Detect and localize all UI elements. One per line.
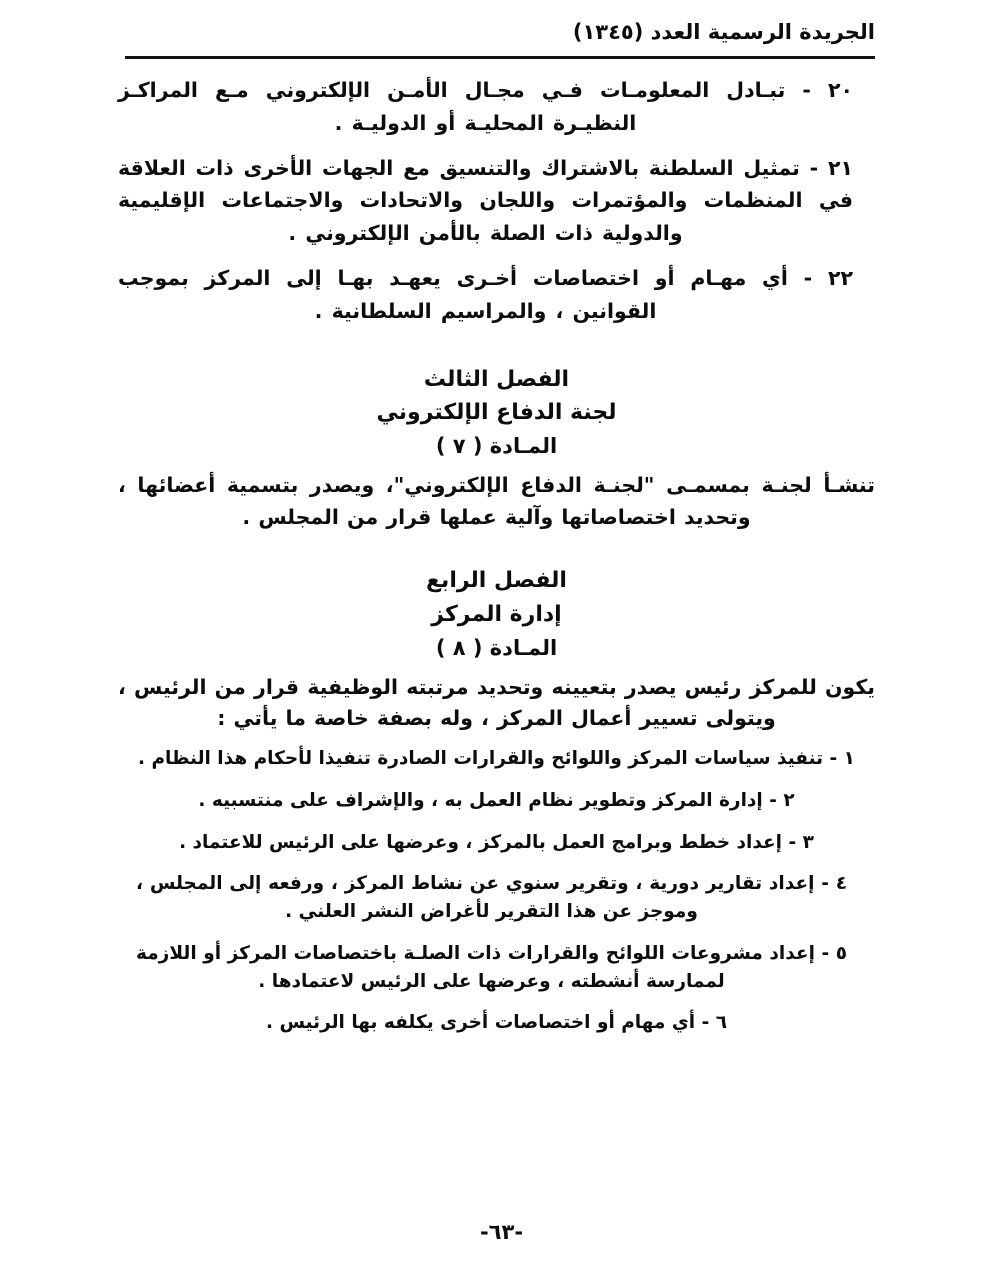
clause-item-22: ٢٢ - أي مهـام أو اختصاصات أخـرى يعهـد بهـا إلى المركز بموجب القوانين ، والمراسيم السلطانية . bbox=[118, 265, 853, 323]
article-seven-body: تنشـأ لجنـة بمسمـى "لجنـة الدفاع الإلكتروني"، ويصدر بتسمية أعضائها ، وتحديد اختصاصاتها وآلية عملها قرار من المجلس . bbox=[118, 472, 875, 529]
clause-item-20: ٢٠ - تبـادل المعلومـات فـي مجـال الأمـن الإلكتروني مـع المراكـز النظيـرة المحليـة أو الدوليـة . bbox=[118, 78, 853, 135]
page-number: -٦٣- bbox=[479, 1220, 524, 1244]
page-header bbox=[118, 22, 875, 62]
chapter-four-subject: إدارة المركز bbox=[431, 602, 562, 628]
spacer bbox=[118, 340, 875, 350]
article-eight-item-2: ٢ - إدارة المركز وتطوير نظام العمل به ، والإشراف على منتسبيه . bbox=[198, 789, 795, 811]
chapter-four-label: الفصل الرابع bbox=[426, 568, 567, 594]
document-body bbox=[118, 74, 875, 1051]
chapter-three-label: الفصل الثالث bbox=[423, 366, 570, 392]
chapter-three-subject: لجنة الدفاع الإلكتروني bbox=[376, 400, 617, 426]
spacer bbox=[118, 735, 875, 745]
header-divider bbox=[125, 56, 875, 59]
journal-header-title: الجريدة الرسمية العدد (١٣٤٥) bbox=[572, 20, 875, 44]
article-eight-item-1: ١ - تنفيذ سياسات المركز واللوائح والقرارات الصادرة تنفيذا لأحكام هذا النظام . bbox=[138, 748, 855, 770]
spacer bbox=[118, 533, 875, 551]
article-eight-item-4: ٤ - إعداد تقارير دورية ، وتقرير سنوي عن نشاط المركز ، ورفعه إلى المجلس ، وموجز عن هذا التقرير لأغراض النشر العلني . bbox=[136, 873, 847, 923]
article-eight-body: يكون للمركز رئيس يصدر بتعيينه وتحديد مرتبته الوظيفية قرار من الرئيس ، ويتولى تسيير أعمال المركز ، وله بصفة خاصة ما يأتي : bbox=[118, 674, 875, 731]
article-eight-item-6: ٦ - أي مهام أو اختصاصات أخرى يكلفه بها الرئيس . bbox=[265, 1012, 727, 1034]
article-eight-item-3: ٣ - إعداد خطط وبرامج العمل بالمركز ، وعرضها على الرئيس للاعتماد . bbox=[179, 831, 814, 853]
article-seven-label: المـادة ( ٧ ) bbox=[435, 434, 558, 459]
article-eight-item-5: ٥ - إعداد مشروعات اللوائح والقرارات ذات الصلـة باختصاصات المركز أو اللازمة لممارسة أنشطته ، وعرضها على الرئيس لاعتمادها . bbox=[136, 942, 847, 992]
article-eight-label: المـادة ( ٨ ) bbox=[435, 636, 558, 661]
clause-item-21: ٢١ - تمثيل السلطنة بالاشتراك والتنسيق مع الجهات الأخرى ذات العلاقة في المنظمات والمؤتمرات واللجان والاتحادات والاجتماعات الإقليمية والدولية ذات الصلة بالأمن الإلكتروني . bbox=[118, 155, 853, 246]
